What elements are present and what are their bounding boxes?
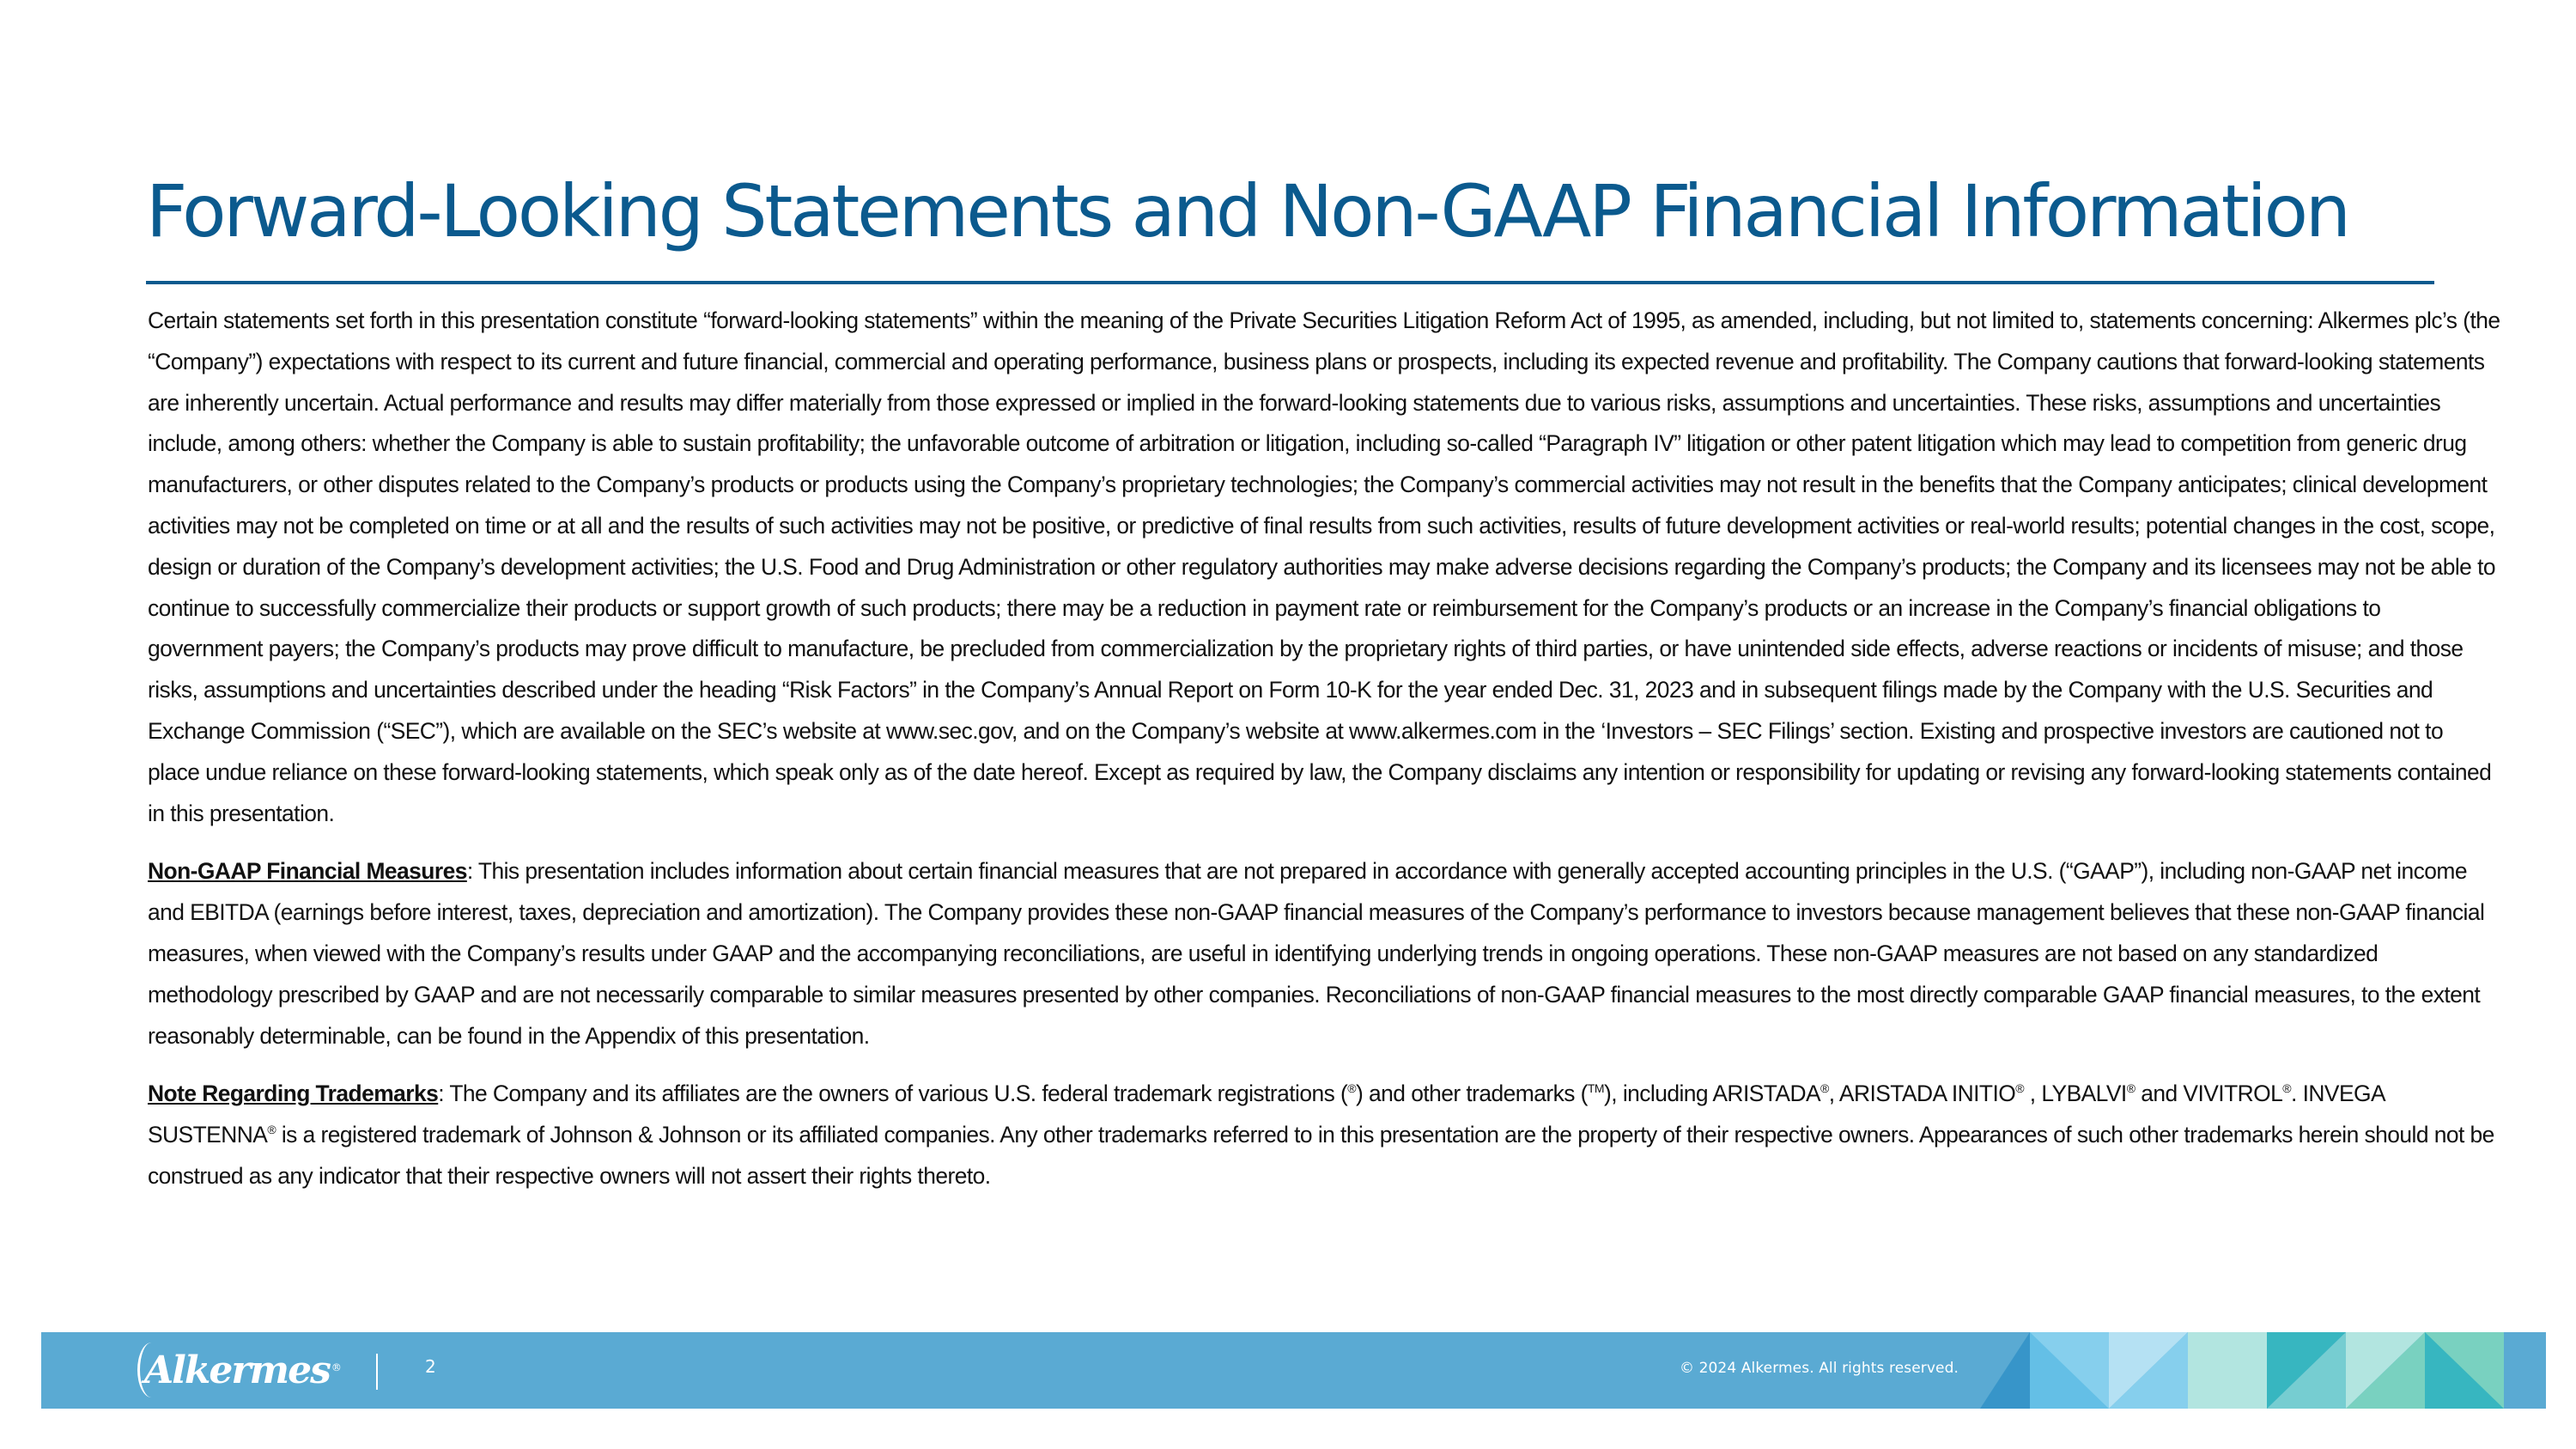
registered-mark: ® (2282, 1081, 2292, 1096)
registered-mark: ® (267, 1123, 276, 1137)
trademarks-text-6: and VIVITROL (2135, 1081, 2283, 1107)
registered-mark: ® (1820, 1081, 1829, 1096)
trademarks-text-1: : The Company and its affiliates are the owners of various U.S. federal trademark registrations ( (438, 1081, 1348, 1107)
trademarks-text-7: . INVEGA SUSTENNA (148, 1081, 2385, 1148)
slide-title: Forward-Looking Statements and Non-GAAP Financial Information (146, 169, 2348, 253)
trademarks-text-2: ) and other trademarks ( (1356, 1081, 1588, 1107)
registered-mark: ® (2015, 1081, 2025, 1096)
decorative-triangle-tiles-icon (1980, 1332, 2546, 1409)
logo-text: Alkermes (144, 1348, 330, 1392)
trademarks-text-5: , LYBALVI (2024, 1081, 2127, 1107)
trademarks-heading: Note Regarding Trademarks (148, 1081, 439, 1107)
trademarks-text-3: ), including ARISTADA (1604, 1081, 1821, 1107)
footer-band (41, 1332, 2546, 1409)
registered-mark: ® (1347, 1081, 1357, 1096)
slide-body (148, 301, 2500, 1197)
copyright-text: © 2024 Alkermes. All rights reserved. (1680, 1360, 1959, 1377)
trademarks-text-4: , ARISTADA INITIO (1828, 1081, 2016, 1107)
trademarks-text-8: is a registered trademark of Johnson & Johnson or its affiliated companies. Any other trademarks referred to in this presentation are the property of their respective owners. Appearances of such other trademarks herein should not be construed as any indicator that their respective owners will not assert their rights thereto. (148, 1122, 2494, 1189)
logo-registered-mark: ® (331, 1361, 340, 1373)
page-number: 2 (425, 1356, 436, 1377)
title-underline-divider (146, 281, 2434, 284)
trademark-mark: TM (1587, 1081, 1605, 1096)
forward-looking-paragraph: Certain statements set forth in this presentation constitute “forward-looking statements” within the meaning of the Private Securities Litigation Reform Act of 1995, as amended, including, but not limited to, statements concerning: Alkermes plc’s (the “Company”) expectations with respect to its current and future financial, commercial and operating performance, business plans or prospects, including its expected revenue and profitability. The Company cautions that forward-looking statements are inherently uncertain. Actual performance and results may differ materially from those expressed or implied in the forward-looking statements due to various risks, assumptions and uncertainties. These risks, assumptions and uncertainties include, among others: whether the Company is able to sustain profitability; the unfavorable outcome of arbitration or litigation, including so-called “Paragraph IV” litigation or other patent litigation which may lead to competition from generic drug manufacturers, or other disputes related to the Company’s products or products using the Company’s proprietary technologies; the Company’s commercial activities may not result in the benefits that the Company anticipates; clinical development activities may not be completed on time or at all and the results of such activities may not be positive, or predictive of final results from such activities, results of future development activities or real-world results; potential changes in the cost, scope, design or duration of the Company’s development activities; the U.S. Food and Drug Administration or other regulatory authorities may make adverse decisions regarding the Company’s products; the Company and its licensees may not be able to continue to successfully commercialize their products or support growth of such products; there may be a reduction in payment rate or reimbursement for the Company’s products or an increase in the Company’s financial obligations to government payers; the Company’s products may prove difficult to manufacture, be precluded from commercialization by the proprietary rights of third parties, or have unintended side effects, adverse reactions or incidents of misuse; and those risks, assumptions and uncertainties described under the heading “Risk Factors” in the Company’s Annual Report on Form 10-K for the year ended Dec. 31, 2023 and in subsequent filings made by the Company with the U.S. Securities and Exchange Commission (“SEC”), which are available on the SEC’s website at www.sec.gov, and on the Company’s website at www.alkermes.com in the ‘Investors – SEC Filings’ section. Existing and prospective investors are cautioned not to place undue reliance on these forward-looking statements, which speak only as of the date hereof. Except as required by law, the Company disclaims any intention or responsibility for updating or revising any forward-looking statements contained in this presentation. (148, 307, 2500, 826)
alkermes-logo-icon (144, 1346, 340, 1394)
footer-divider (376, 1354, 378, 1390)
non-gaap-heading: Non-GAAP Financial Measures (148, 858, 467, 885)
non-gaap-paragraph (148, 851, 2500, 1056)
non-gaap-text: : This presentation includes information about certain financial measures that are not prepared in accordance with generally accepted accounting principles in the U.S. (“GAAP”), including non-GAAP net income and EBITDA (earnings before interest, taxes, depreciation and amortization). The Company provides these non-GAAP financial measures of the Company’s performance to investors because management believes that these non-GAAP financial measures, when viewed with the Company’s results under GAAP and the accompanying reconciliations, are useful in identifying underlying trends in ongoing operations. These non-GAAP measures are not based on any standardized methodology prescribed by GAAP and are not necessarily comparable to similar measures presented by other companies. Reconciliations of non-GAAP financial measures to the most directly comparable GAAP financial measures, to the extent reasonably determinable, can be found in the Appendix of this presentation. (148, 858, 2485, 1049)
logo-swoosh-icon (137, 1342, 166, 1397)
registered-mark: ® (2126, 1081, 2136, 1096)
trademarks-paragraph (148, 1074, 2500, 1196)
